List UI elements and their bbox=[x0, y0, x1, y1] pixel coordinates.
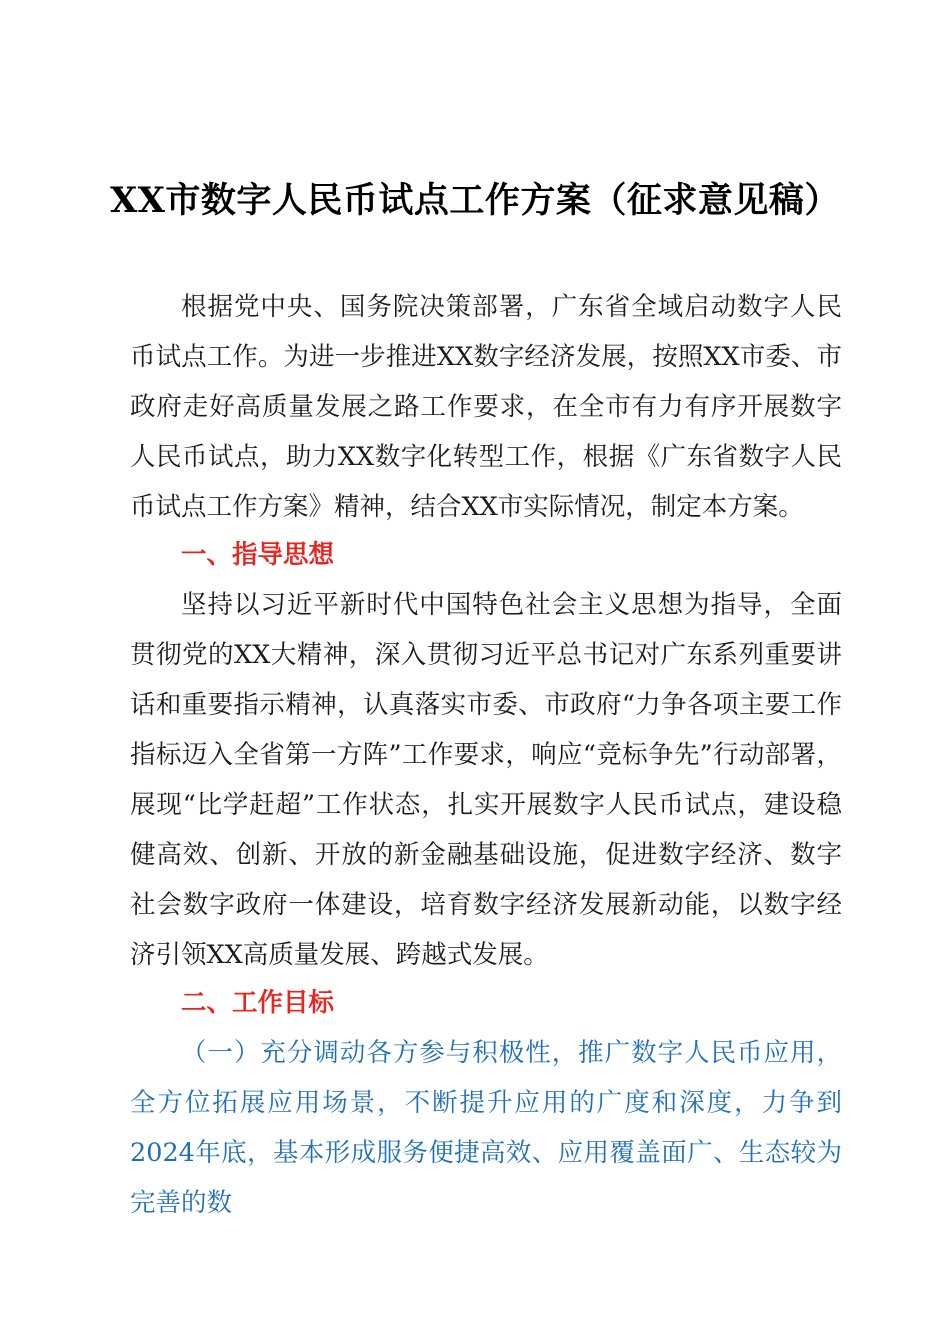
guiding-thought-paragraph: 坚持以习近平新时代中国特色社会主义思想为指导，全面贯彻党的XX大精神，深入贯彻习近平总书记对广东系列重要讲话和重要指示精神，认真落实市委、市政府“力争各项主要工作指标迈入全省第一方阵”工作要求，响应“竞标争先”行动部署，展现“比学赶超”工作状态，扎实开展数字人民币试点，建设稳健高效、创新、开放的新金融基础设施，促进数字经济、数字社会数字政府一体建设，培育数字经济发展新动能，以数字经济引领XX高质量发展、跨越式发展。 bbox=[130, 590, 842, 970]
document-title: XX市数字人民币试点工作方案（征求意见稿） bbox=[110, 180, 840, 221]
section-heading-work-goals: 二、工作目标 bbox=[181, 988, 335, 1018]
intro-paragraph: 根据党中央、国务院决策部署，广东省全域启动数字人民币试点工作。为进一步推进XX数字经济发展，按照XX市委、市政府走好高质量发展之路工作要求，在全市有力有序开展数字人民币试点，助力XX数字化转型工作，根据《广东省数字人民币试点工作方案》精神，结合XX市实际情况，制定本方案。 bbox=[130, 292, 842, 522]
section-heading-guiding-thought: 一、指导思想 bbox=[181, 540, 335, 570]
work-goals-paragraph: （一）充分调动各方参与积极性，推广数字人民币应用，全方位拓展应用场景，不断提升应用的广度和深度，力争到2024年底，基本形成服务便捷高效、应用覆盖面广、生态较为完善的数 bbox=[130, 1038, 842, 1218]
